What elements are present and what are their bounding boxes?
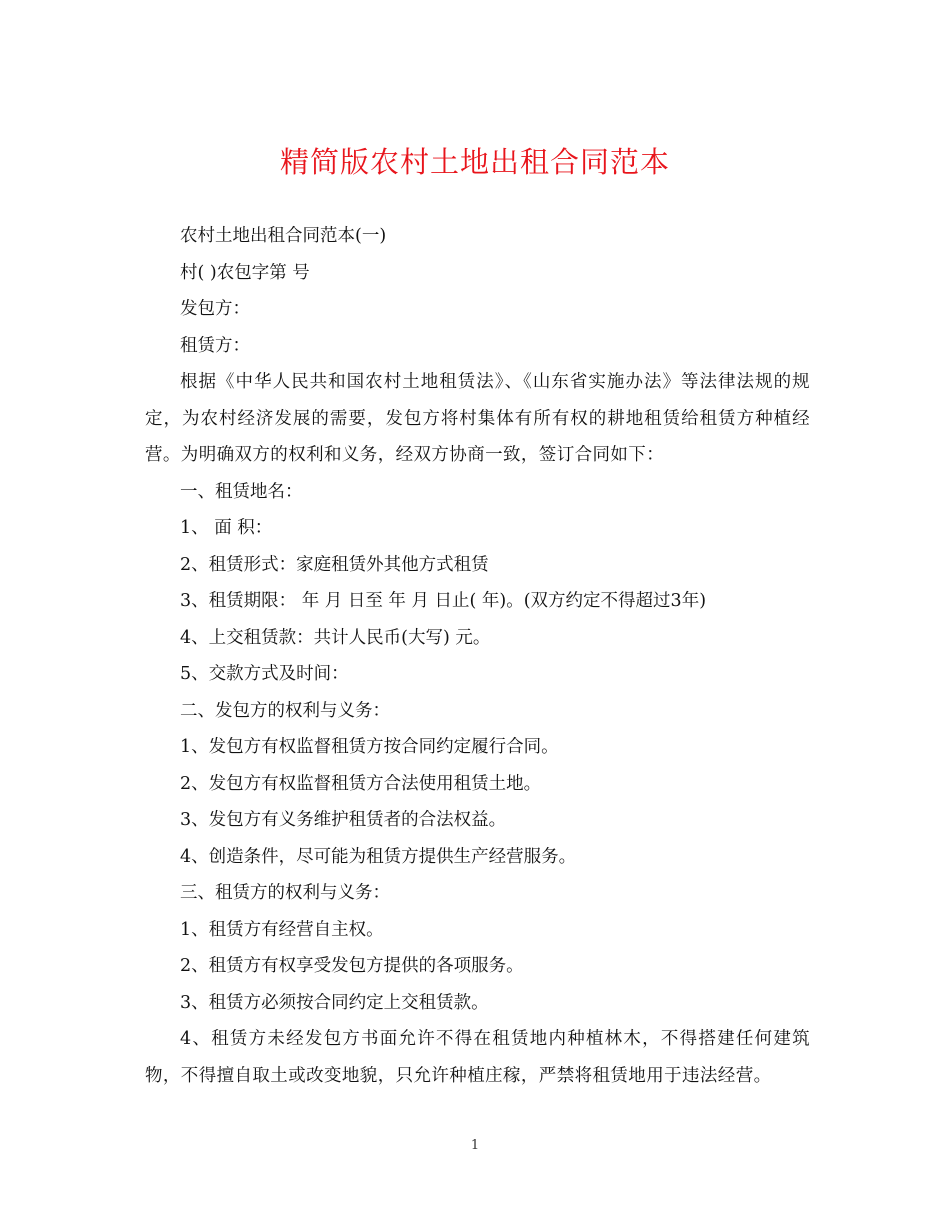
clause-2-1: 1、发包方有权监督租赁方按合同约定履行合同。: [180, 737, 559, 757]
page-number: 1: [470, 1138, 480, 1153]
clause-1-5: 5、交款方式及时间：: [180, 664, 349, 684]
document-title: 精简版农村土地出租合同范本: [279, 145, 670, 179]
paragraph-preamble: 根据《中华人民共和国农村土地租赁法》、《山东省实施办法》等法律法规的规定，为农村经济发展的需要，发包方将村集体有所有权的耕地租赁给租赁方种植经营。为明确双方的权利和义务，经双方协商一致，签订合同如下：: [145, 372, 810, 465]
clause-1-3: 3、租赁期限： 年 月 日至 年 月 日止( 年)。(双方约定不得超过3年): [180, 591, 707, 611]
paragraph-lessor: 发包方：: [180, 299, 250, 319]
clause-2-4: 4、创造条件，尽可能为租赁方提供生产经营服务。: [180, 846, 577, 867]
clause-3-2: 2、租赁方有权享受发包方提供的各项服务。: [180, 956, 524, 976]
section-heading-3: 三、租赁方的权利与义务：: [180, 883, 390, 903]
clause-3-3: 3、租赁方必须按合同约定上交租赁款。: [180, 992, 489, 1013]
clause-3-1: 1、租赁方有经营自主权。: [180, 919, 384, 940]
section-heading-1: 一、租赁地名：: [180, 481, 303, 502]
paragraph-lessee: 租赁方：: [180, 335, 250, 356]
clause-1-1: 1、 面 积：: [180, 518, 273, 538]
section-heading-2: 二、发包方的权利与义务：: [180, 700, 390, 721]
clause-2-3: 3、发包方有义务维护租赁者的合法权益。: [180, 810, 507, 830]
clause-2-2: 2、发包方有权监督租赁方合法使用租赁土地。: [180, 773, 542, 794]
clause-3-4: 4、租赁方未经发包方书面允许不得在租赁地内种植林木，不得搭建任何建筑物，不得擅自取土或改变地貌，只允许种植庄稼，严禁将租赁地用于违法经营。: [145, 1029, 810, 1086]
clause-1-2: 2、租赁形式：家庭租赁外其他方式租赁: [180, 554, 489, 575]
paragraph-contract-heading: 农村土地出租合同范本(一): [180, 226, 387, 246]
clause-1-4: 4、上交租赁款：共计人民币(大写) 元。: [180, 627, 491, 648]
document-body: [145, 218, 810, 1094]
paragraph-contract-number: 村( )农包字第 号: [180, 262, 310, 283]
